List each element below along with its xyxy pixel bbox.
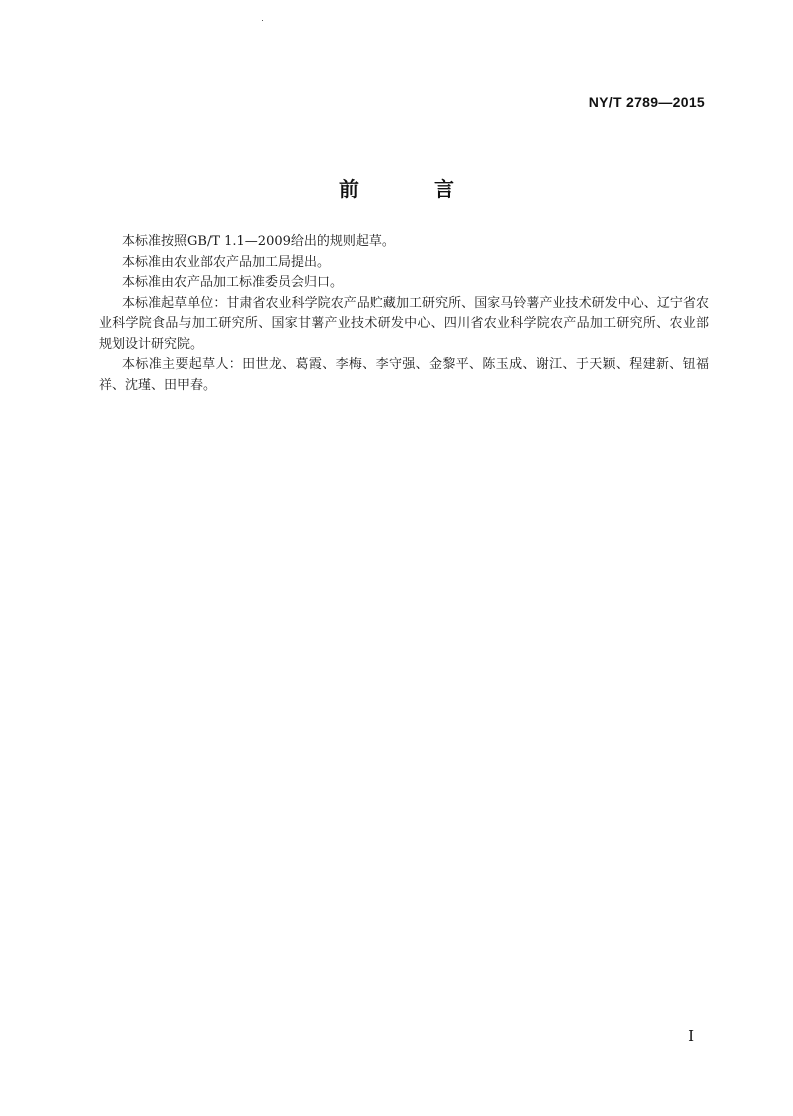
foreword-body <box>99 232 709 396</box>
paragraph-drafters: 本标准主要起草人：田世龙、葛霞、李梅、李守强、金黎平、陈玉成、谢江、于天颖、程建新、钮福祥、沈瑾、田甲春。 <box>99 357 709 393</box>
paragraph-jurisdiction: 本标准由农产品加工标准委员会归口。 <box>122 275 344 290</box>
scan-speck <box>262 20 263 21</box>
paragraph-proposer: 本标准由农业部农产品加工局提出。 <box>122 254 331 270</box>
page-title: 前 言 <box>339 177 488 201</box>
paragraph-drafting-units: 本标准起草单位：甘肃省农业科学院农产品贮藏加工研究所、国家马铃薯产业技术研发中心、辽宁省农业科学院食品与加工研究所、国家甘薯产业技术研发中心、四川省农业科学院农产品加工研究所、农业部规划设计研究院。 <box>99 295 709 352</box>
page-number: I <box>688 1027 694 1045</box>
paragraph-drafting-rules: 本标准按照GB/T 1.1—2009给出的规则起草。 <box>122 234 395 249</box>
standard-code: NY/T 2789—2015 <box>588 94 705 110</box>
